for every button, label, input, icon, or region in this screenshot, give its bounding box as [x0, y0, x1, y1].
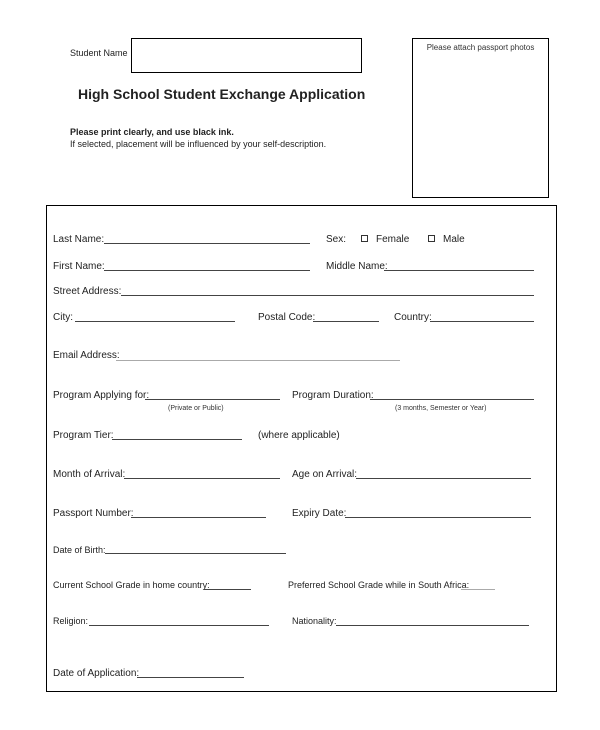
- city-label: City:: [53, 312, 73, 323]
- email-label: Email Address:: [53, 350, 120, 361]
- city-field[interactable]: [75, 321, 235, 322]
- postal-code-label: Postal Code:: [258, 312, 316, 323]
- program-tier-field[interactable]: [112, 439, 242, 440]
- female-label: Female: [376, 234, 410, 245]
- program-applying-hint: (Private or Public): [168, 405, 224, 412]
- nationality-label: Nationality:: [292, 616, 337, 626]
- student-name-field[interactable]: [131, 38, 362, 73]
- instruction-bold: Please print clearly, and use black ink.: [70, 127, 234, 137]
- date-of-application-field[interactable]: [137, 677, 244, 678]
- passport-number-field[interactable]: [131, 517, 266, 518]
- passport-photo-label: Please attach passport photos: [426, 43, 535, 52]
- female-option[interactable]: [361, 234, 409, 246]
- page-title: High School Student Exchange Application: [78, 86, 366, 102]
- street-address-field[interactable]: [121, 295, 534, 296]
- last-name-label: Last Name:: [53, 234, 105, 245]
- program-duration-label: Program Duration:: [292, 390, 374, 401]
- program-duration-hint: (3 months, Semester or Year): [395, 405, 487, 412]
- current-grade-label: Current School Grade in home country:: [53, 580, 210, 590]
- date-of-application-label: Date of Application:: [53, 668, 140, 679]
- expiry-date-field[interactable]: [345, 517, 531, 518]
- current-grade-field[interactable]: [204, 589, 251, 590]
- age-arrival-field[interactable]: [356, 478, 531, 479]
- first-name-field[interactable]: [104, 270, 310, 271]
- program-tier-label: Program Tier:: [53, 430, 114, 441]
- middle-name-label: Middle Name:: [326, 261, 388, 272]
- street-address-label: Street Address:: [53, 286, 122, 297]
- nationality-field[interactable]: [336, 625, 529, 626]
- age-arrival-label: Age on Arrival:: [292, 469, 358, 480]
- passport-photo-box[interactable]: [412, 38, 549, 198]
- program-duration-field[interactable]: [370, 399, 534, 400]
- female-checkbox[interactable]: [361, 235, 368, 242]
- middle-name-field[interactable]: [384, 270, 534, 271]
- student-name-label: Student Name: [70, 48, 128, 58]
- program-applying-label: Program Applying for:: [53, 390, 150, 401]
- postal-code-field[interactable]: [313, 321, 379, 322]
- first-name-label: First Name:: [53, 261, 105, 272]
- program-applying-field[interactable]: [145, 399, 280, 400]
- where-applicable-note: (where applicable): [258, 430, 340, 441]
- preferred-grade-label: Preferred School Grade while in South Africa:: [288, 580, 470, 590]
- country-label: Country:: [394, 312, 432, 323]
- date-of-birth-label: Date of Birth:: [53, 545, 106, 555]
- male-label: Male: [443, 234, 465, 245]
- religion-field[interactable]: [89, 625, 269, 626]
- preferred-grade-field[interactable]: [461, 589, 495, 590]
- instruction-note: If selected, placement will be influenced by your self-description.: [70, 139, 327, 149]
- male-option[interactable]: [428, 234, 465, 246]
- passport-number-label: Passport Number:: [53, 508, 134, 519]
- month-arrival-label: Month of Arrival:: [53, 469, 126, 480]
- last-name-field[interactable]: [104, 243, 310, 244]
- date-of-birth-field[interactable]: [105, 553, 286, 554]
- sex-label: Sex:: [326, 234, 347, 245]
- email-field[interactable]: [116, 360, 400, 361]
- religion-label: Religion:: [53, 616, 89, 626]
- expiry-date-label: Expiry Date:: [292, 508, 347, 519]
- month-arrival-field[interactable]: [124, 478, 280, 479]
- male-checkbox[interactable]: [428, 235, 435, 242]
- country-field[interactable]: [430, 321, 534, 322]
